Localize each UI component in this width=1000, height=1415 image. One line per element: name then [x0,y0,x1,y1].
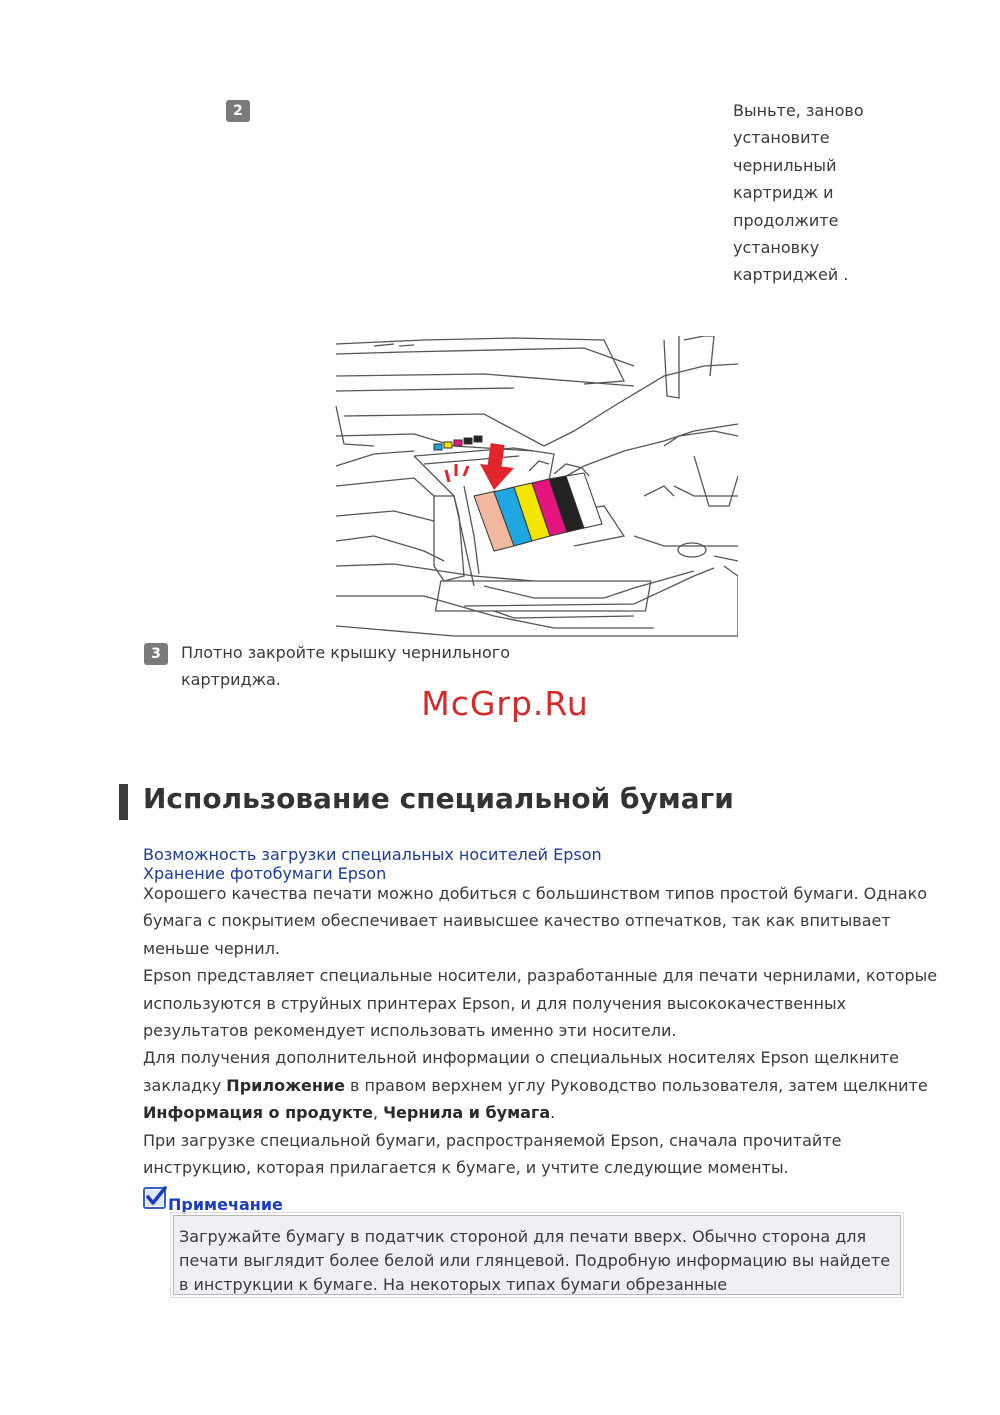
text: в правом верхнем углу Руководство пользователя, затем щелкните [344,1075,928,1095]
bold-appendix: Приложение [226,1075,345,1095]
step-2-badge: 2 [226,100,250,122]
printer-cartridge-illustration [334,336,738,643]
paragraph: Epson представляет специальные носители, разработанные для печати чернилами, которые используются в струйных принтерах Epson, и для получения высококачественных результатов рекомендует использовать именно эти носители. [143,966,938,1041]
paragraph [143,1044,943,1126]
link-special-media[interactable]: Возможность загрузки специальных носителей Epson [143,845,602,864]
bold-ink-paper: Чернила и бумага [383,1103,551,1123]
note-box [173,1215,901,1295]
text: . [550,1103,556,1123]
note-label: Примечание [168,1195,283,1214]
step-3-text: Плотно закройте крышку чернильного картриджа. [181,643,510,690]
paragraph: Хорошего качества печати можно добиться с большинством типов простой бумаги. Однако бумага с покрытием обеспечивает наивысшее качество отпечатков, так как впитывает меньше чернил. [143,884,928,958]
section-title: Использование специальной бумаги [143,782,734,815]
step-3-badge: 3 [144,643,168,665]
paragraph: При загрузке специальной бумаги, распространяемой Epson, сначала прочитайте инструкцию, которая прилагается к бумаге, и учтите следующие моменты. [143,1130,842,1178]
step-2-text: Выньте, заново установите чернильный картридж и продолжите установку картриджей . [733,101,864,285]
text: Для получения дополнительной информации о специальных носителях Epson щелкните закладку [143,1048,899,1095]
link-photo-paper-storage[interactable]: Хранение фотобумаги Epson [143,864,387,883]
checkmark-note-icon [143,1186,167,1210]
watermark: McGrp.Ru [421,684,589,723]
bold-product-info: Информация о продукте [143,1103,373,1123]
section-heading-bar [119,784,128,820]
section-body [143,880,943,1181]
note-text: Загружайте бумагу в податчик стороной для печати вверх. Обычно сторона для печати выглядит более белой или глянцевой. Подробную информацию вы найдете в инструкции к бумаге. На некоторых типах бумаги обрезанные [179,1227,891,1294]
text: , [372,1103,384,1123]
related-links [143,845,602,883]
